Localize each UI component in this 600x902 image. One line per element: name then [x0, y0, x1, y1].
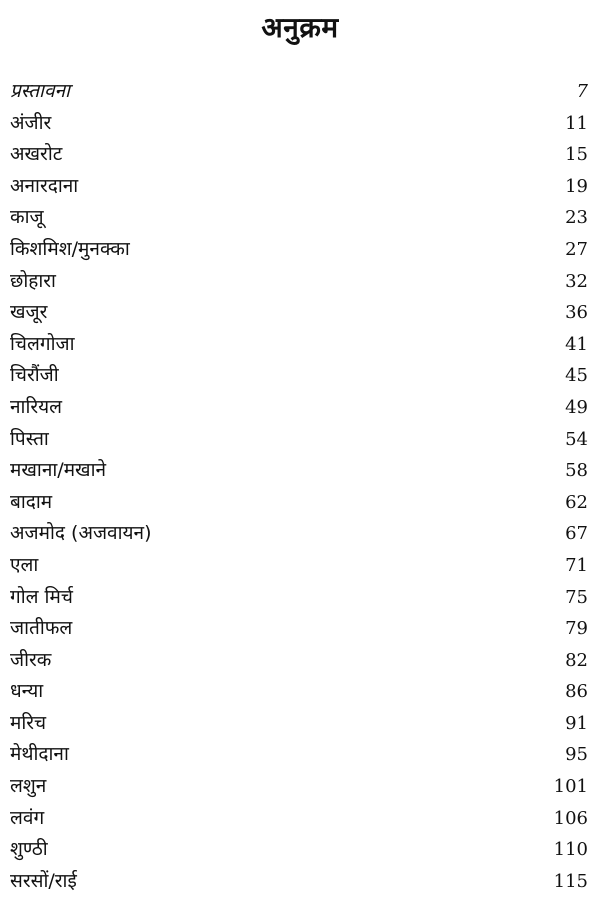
toc-entry-title: लशुन — [10, 775, 47, 798]
toc-entry-page: 95 — [565, 744, 588, 766]
toc-entry-page: 75 — [565, 586, 588, 608]
toc-entry-page: 32 — [565, 270, 588, 292]
toc-entry-page: 62 — [565, 491, 588, 513]
toc-entry-page: 79 — [565, 618, 588, 640]
toc-entry-title: बादाम — [10, 490, 53, 513]
toc-entry-title: चिरौंजी — [10, 364, 59, 387]
toc-entry — [10, 613, 590, 645]
toc-entry — [10, 424, 590, 456]
toc-entry-title: काजू — [10, 206, 44, 229]
toc-entry-title: मरिच — [10, 711, 47, 734]
toc-entry-title: शुण्ठी — [10, 838, 48, 861]
toc-entry — [10, 866, 590, 898]
toc-entry-page: 23 — [565, 207, 588, 229]
toc-entry — [10, 518, 590, 550]
toc-entry-page: 41 — [565, 333, 588, 355]
toc-entry-page: 115 — [553, 870, 588, 892]
toc-entry — [10, 139, 590, 171]
toc-entry-title: लवंग — [10, 806, 45, 829]
toc-entry — [10, 266, 590, 298]
toc-entry — [10, 739, 590, 771]
toc-entry — [10, 645, 590, 677]
toc-entry-title: जातीफल — [10, 617, 73, 640]
toc-entry — [10, 234, 590, 266]
toc-entry — [10, 329, 590, 361]
toc-entry-title: खजूर — [10, 301, 48, 324]
toc-entry — [10, 360, 590, 392]
toc-entry — [10, 297, 590, 329]
toc-entry-page: 110 — [553, 839, 588, 861]
toc-entry-title: किशमिश/मुनक्का — [10, 237, 130, 260]
toc-entry-page: 86 — [565, 681, 588, 703]
toc-entry — [10, 771, 590, 803]
toc-entry-title: सरसों/राई — [10, 869, 77, 892]
toc-entry — [10, 202, 590, 234]
toc-entry-page: 49 — [565, 396, 588, 418]
toc-entry-title: नारियल — [10, 395, 63, 418]
toc-entry-page: 15 — [565, 144, 588, 166]
toc-entry-title: मखाना/मखाने — [10, 459, 107, 482]
toc-entry-page: 54 — [565, 428, 588, 450]
toc-entry-page: 101 — [553, 776, 588, 798]
toc-entry — [10, 708, 590, 740]
toc-entry-page: 82 — [565, 649, 588, 671]
toc-entry-title: एला — [10, 553, 39, 576]
toc-entry-page: 36 — [565, 302, 588, 324]
toc-entry-page: 67 — [565, 523, 588, 545]
toc-entry — [10, 550, 590, 582]
toc-entry-page: 45 — [565, 365, 588, 387]
toc-entry — [10, 487, 590, 519]
page-title: अनुक्रम — [261, 11, 339, 44]
toc-entry — [10, 455, 590, 487]
toc-entry-title: प्रस्तावना — [10, 80, 70, 102]
toc-entry-title: धन्या — [10, 680, 44, 703]
toc-entry-page: 71 — [565, 554, 588, 576]
toc-entry — [10, 834, 590, 866]
toc-entry — [10, 676, 590, 708]
toc-entry-title: गोल मिर्च — [10, 585, 73, 608]
toc-entry-title: अंजीर — [10, 111, 52, 134]
toc-entry-title: पिस्ता — [10, 427, 49, 450]
toc-entry — [10, 108, 590, 140]
toc-entry-title: छोहारा — [10, 269, 56, 292]
toc-entry — [10, 76, 590, 108]
toc-entry-title: अखरोट — [10, 143, 63, 166]
toc-entry-page: 19 — [565, 175, 588, 197]
toc-entry-page: 58 — [565, 460, 588, 482]
toc-entry-title: अजमोद (अजवायन) — [10, 522, 152, 545]
toc-entry — [10, 582, 590, 614]
toc-entry-page: 11 — [565, 112, 588, 134]
toc-entry-page: 27 — [565, 238, 588, 260]
toc-entry — [10, 392, 590, 424]
toc-entry-title: मेथीदाना — [10, 743, 69, 766]
table-of-contents — [10, 76, 590, 897]
toc-entry-title: चिलगोजा — [10, 332, 75, 355]
toc-entry — [10, 171, 590, 203]
toc-entry-title: जीरक — [10, 648, 52, 671]
toc-entry — [10, 803, 590, 835]
toc-entry-page: 106 — [553, 807, 588, 829]
toc-entry-page: 91 — [565, 712, 588, 734]
toc-entry-title: अनारदाना — [10, 174, 79, 197]
toc-entry-page: 7 — [576, 81, 588, 102]
